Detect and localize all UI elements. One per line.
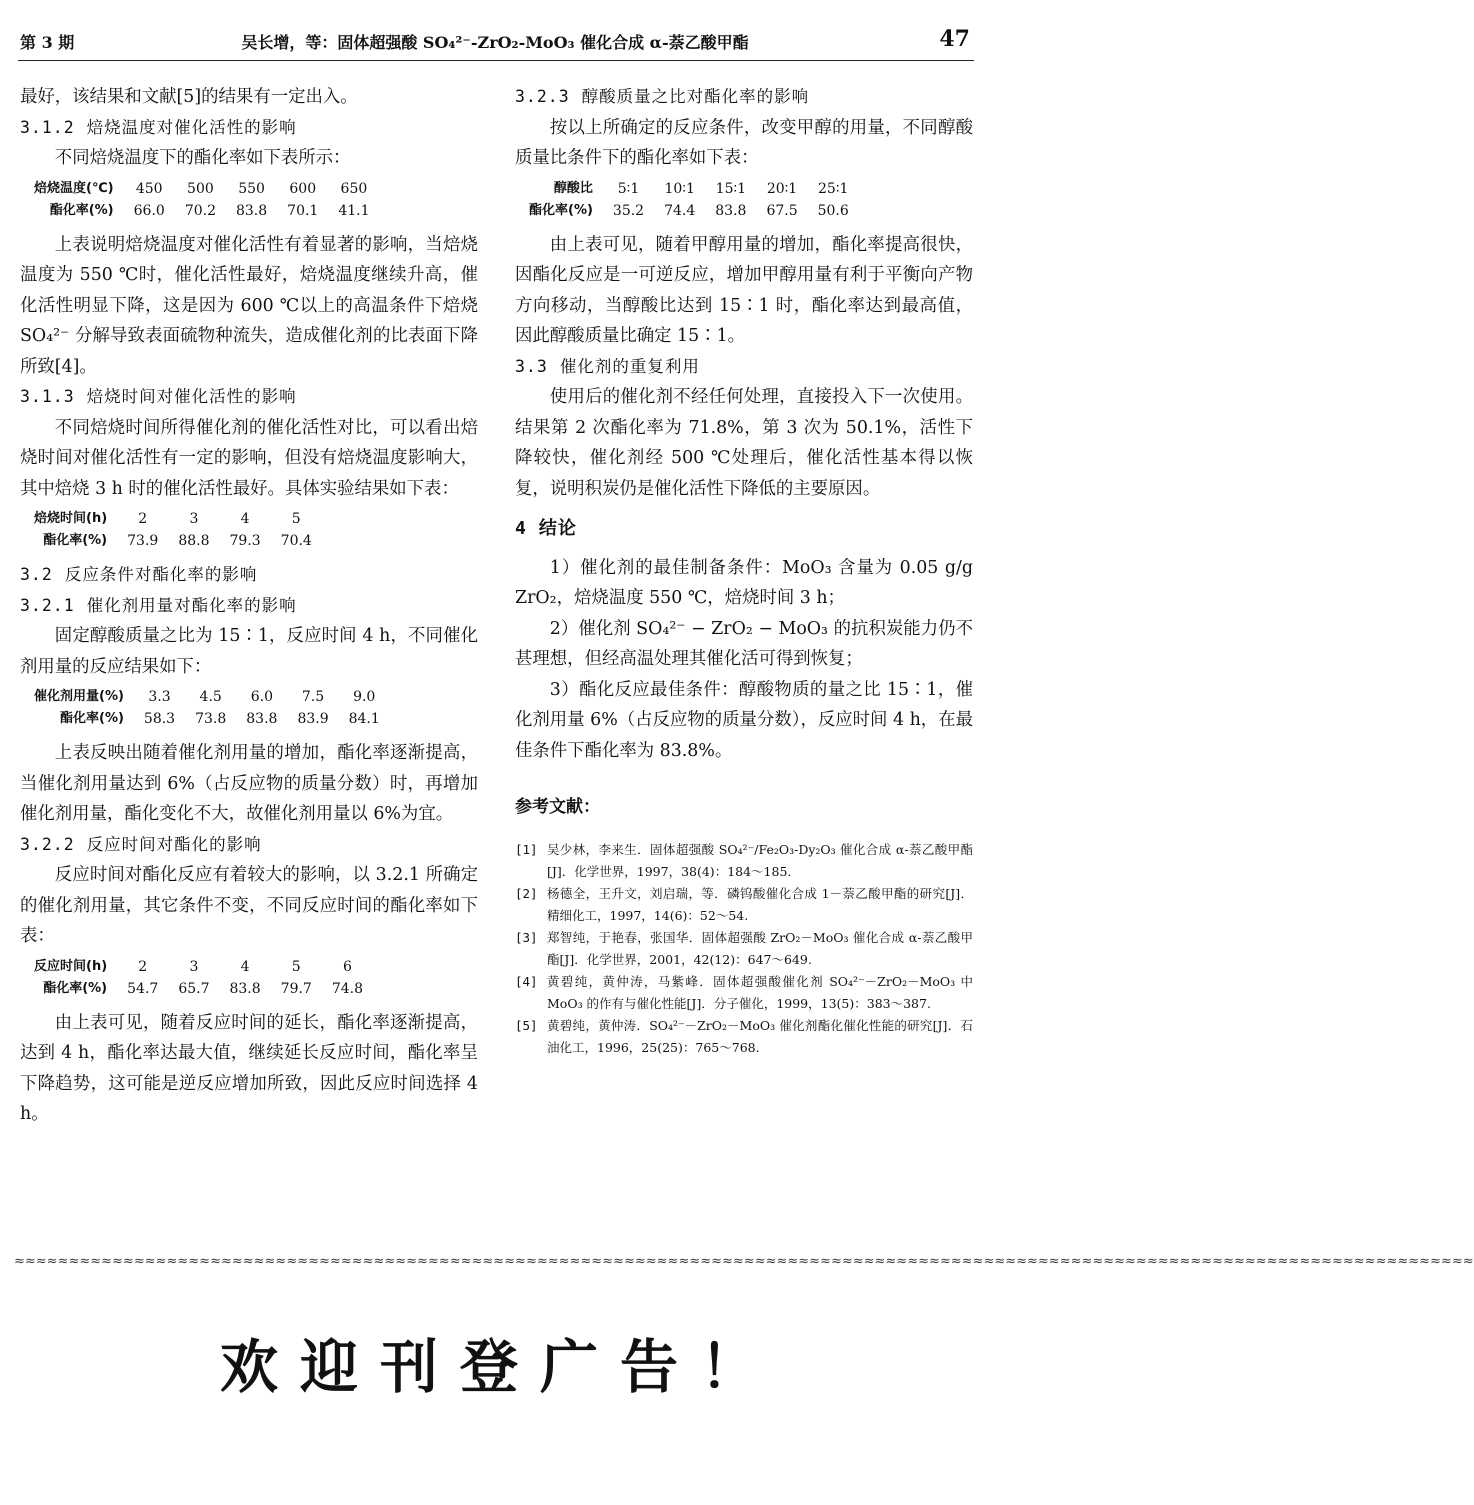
section-number: 3.2.1 bbox=[20, 595, 75, 615]
reference-number: [3] bbox=[515, 929, 538, 945]
reference-text: 杨德全，王升文，刘启瑞，等．磷钨酸催化合成 1－萘乙酸甲酯的研究[J]．精细化工，1997，14(6)：52～54. bbox=[547, 885, 973, 923]
table-cell: 3 bbox=[189, 511, 199, 527]
advertisement-banner: 欢迎刊登广告！ bbox=[219, 1333, 780, 1401]
section-title: 醇酸质量之比对酯化率的影响 bbox=[581, 87, 810, 106]
table-row bbox=[34, 508, 322, 530]
section-3-1-3-heading bbox=[20, 382, 478, 413]
section-title: 催化剂用量对酯化率的影响 bbox=[86, 595, 297, 615]
running-header bbox=[20, 26, 970, 60]
reference-text: 黄碧纯，黄仲涛．SO₄²⁻－ZrO₂－MoO₃ 催化剂酯化催化性能的研究[J]．石油化工，1996，25(25)：765～768. bbox=[547, 1017, 973, 1055]
header-rule bbox=[18, 60, 974, 61]
table-cell: 5 bbox=[291, 511, 301, 527]
section-title: 催化剂的重复利用 bbox=[559, 356, 700, 376]
table-cell: 25∶1 bbox=[818, 180, 849, 197]
table-cell: 83.8 bbox=[246, 711, 278, 727]
table-cell: 58.3 bbox=[143, 711, 176, 727]
table-cell: 65.7 bbox=[178, 980, 210, 997]
table-cell: 550 bbox=[238, 180, 265, 197]
section-title: 反应时间对酯化的影响 bbox=[86, 834, 262, 854]
paragraph: 上表反映出随着催化剂用量的增加，酯化率逐渐提高，当催化剂用量达到 6%（占反应物的质量分数）时，再增加催化剂用量，酯化变化不大，故催化剂用量以 6%为宜。 bbox=[20, 743, 478, 824]
reference-number: [5] bbox=[515, 1017, 538, 1033]
table-cell: 650 bbox=[340, 180, 368, 197]
reference-item bbox=[515, 1015, 973, 1059]
paragraph: 上表说明焙烧温度对催化活性有着显著的影响，当焙烧温度为 550 ℃时，催化活性最好，焙烧温度继续升高，催化活性明显下降，这是因为 600 ℃以上的高温条件下焙烧 SO₄²⁻ 分解导致表面硫物种流失，造成催化剂的比表面下降所致[4]。 bbox=[20, 234, 478, 377]
section-number: 3.2.2 bbox=[20, 834, 75, 854]
table-reaction-time bbox=[34, 956, 373, 1000]
row-label: 酯化率(%) bbox=[43, 533, 108, 548]
section-4-heading bbox=[515, 514, 973, 545]
table-cell: 67.5 bbox=[766, 202, 798, 219]
table-row bbox=[34, 978, 373, 1000]
table-catalyst-amount bbox=[34, 686, 390, 730]
paragraph: 不同焙烧温度下的酯化率如下表所示： bbox=[54, 148, 351, 168]
table-cell: 70.4 bbox=[280, 533, 312, 549]
table-cell: 3.3 bbox=[148, 689, 171, 705]
paragraph: 由上表可见，随着甲醇用量的增加，酯化率提高很快，因酯化反应是一可逆反应，增加甲醇用量有利于平衡向产物方向移动，当醇酸比达到 15∶1 时，酯化率达到最高值，因此醇酸质量比确定 15∶1。 bbox=[515, 234, 973, 346]
table-cell: 50.6 bbox=[817, 202, 849, 219]
row-label: 酯化率(%) bbox=[60, 711, 124, 726]
table-row bbox=[34, 686, 390, 708]
table-cell: 450 bbox=[135, 180, 163, 197]
table-cell: 74.8 bbox=[331, 980, 363, 997]
table-cell: 7.5 bbox=[301, 689, 325, 705]
conclusion-item: 3）酯化反应最佳条件：醇酸物质的量之比 15∶1，催化剂用量 6%（占反应物的质量分数），反应时间 4 h，在最佳条件下酯化率为 83.8%。 bbox=[515, 679, 973, 761]
reference-number: [4] bbox=[515, 973, 538, 989]
conclusion-item: 1）催化剂的最佳制备条件：MoO₃ 含量为 0.05 g/g ZrO₂，焙烧温度 550 ℃，焙烧时间 3 h； bbox=[515, 557, 973, 608]
section-3-1-2-heading bbox=[20, 113, 478, 144]
references-heading: 参考文献： bbox=[515, 797, 600, 817]
table-cell: 3 bbox=[189, 958, 199, 975]
section-number: 4 bbox=[515, 518, 527, 539]
table-cell: 2 bbox=[138, 958, 148, 975]
table-row bbox=[34, 178, 380, 200]
table-row bbox=[34, 530, 322, 552]
section-3-2-2-heading bbox=[20, 830, 478, 861]
paragraph: 反应时间对酯化反应有着较大的影响，以 3.2.1 所确定的催化剂用量，其它条件不变，不同反应时间的酯化率如下表： bbox=[20, 865, 478, 946]
conclusion-item: 2）催化剂 SO₄²⁻ − ZrO₂ − MoO₃ 的抗积炭能力仍不甚理想，但经高温处理其催化活可得到恢复； bbox=[515, 618, 973, 669]
paragraph: 按以上所确定的反应条件，改变甲醇的用量，不同醇酸质量比条件下的酯化率如下表： bbox=[515, 117, 973, 168]
table-cell: 4 bbox=[240, 958, 250, 975]
table-cell: 10∶1 bbox=[664, 180, 695, 197]
table-row bbox=[529, 178, 859, 200]
table-cell: 84.1 bbox=[348, 711, 380, 727]
reference-text: 黄碧纯，黄仲涛，马紫峰．固体超强酸催化剂 SO₄²⁻－ZrO₂－MoO₃ 中 MoO₃ 的作有与催化性能[J]．分子催化，1999，13(5)：383～387. bbox=[547, 973, 973, 1011]
table-cell: 35.2 bbox=[612, 202, 645, 219]
reference-number: [2] bbox=[515, 885, 538, 901]
table-cell: 79.3 bbox=[229, 533, 261, 549]
paragraph-intro: 最好，该结果和文献[5]的结果有一定出入。 bbox=[20, 87, 358, 107]
row-label: 酯化率(%) bbox=[43, 980, 108, 996]
row-label: 反应时间(h) bbox=[34, 958, 108, 974]
section-number: 3.1.3 bbox=[20, 387, 75, 406]
issue-number: 第 3 期 bbox=[20, 33, 75, 52]
table-cell: 5 bbox=[291, 958, 301, 975]
reference-item bbox=[515, 883, 973, 927]
table-cell: 6 bbox=[342, 958, 352, 975]
right-column bbox=[515, 82, 973, 1059]
table-cell: 15∶1 bbox=[715, 180, 747, 197]
paragraph: 使用后的催化剂不经任何处理，直接投入下一次使用。结果第 2 次酯化率为 71.8%，第 3 次为 50.1%，活性下降较快，催化剂经 500 ℃处理后，催化活性基本得以恢复，说明积炭仍是催化活性下降低的主要原因。 bbox=[515, 387, 973, 499]
table-calcination-time bbox=[34, 508, 322, 552]
section-3-3-heading bbox=[515, 352, 973, 383]
decorative-border: ≈≈≈≈≈≈≈≈≈≈≈≈≈≈≈≈≈≈≈≈≈≈≈≈≈≈≈≈≈≈≈≈≈≈≈≈≈≈≈≈≈≈≈≈≈≈≈≈≈≈≈≈≈≈≈≈≈≈≈≈≈≈≈≈≈≈≈≈≈≈≈≈≈≈≈≈≈≈≈≈≈≈≈≈≈≈≈≈≈≈≈≈≈≈≈≈≈≈≈≈≈≈≈≈≈≈≈≈≈≈≈≈≈≈≈≈≈≈≈≈≈≈≈≈≈≈≈≈≈≈≈≈≈≈ bbox=[14, 1254, 1474, 1269]
page-number: 47 bbox=[939, 26, 970, 52]
row-label: 醇酸比 bbox=[553, 180, 593, 196]
row-label: 催化剂用量(%) bbox=[34, 689, 124, 704]
section-number: 3.2.3 bbox=[515, 87, 570, 106]
paragraph: 不同焙烧时间所得催化剂的催化活性对比，可以看出焙烧时间对催化活性有一定的影响，但没有焙烧温度影响大，其中焙烧 3 h 时的催化活性最好。具体实验结果如下表： bbox=[20, 417, 478, 499]
table-cell: 20∶1 bbox=[766, 180, 798, 197]
table-cell: 88.8 bbox=[178, 533, 210, 549]
table-row bbox=[34, 956, 373, 978]
table-cell: 2 bbox=[138, 511, 148, 527]
table-alcohol-acid-ratio bbox=[529, 178, 859, 222]
table-cell: 83.8 bbox=[715, 202, 747, 219]
paragraph: 固定醇酸质量之比为 15∶1，反应时间 4 h，不同催化剂用量的反应结果如下： bbox=[20, 626, 478, 677]
table-cell: 500 bbox=[187, 180, 214, 197]
reference-text: 吴少林，李来生．固体超强酸 SO₄²⁻/Fe₂O₃-Dy₂O₃ 催化合成 α-萘乙酸甲酯[J]．化学世界，1997，38(4)：184～185. bbox=[547, 841, 973, 879]
section-number: 3.3 bbox=[515, 356, 548, 376]
table-cell: 70.1 bbox=[287, 202, 319, 219]
table-cell: 41.1 bbox=[338, 202, 370, 219]
table-row bbox=[34, 200, 380, 222]
table-cell: 4.5 bbox=[199, 689, 222, 705]
table-cell: 66.0 bbox=[133, 202, 165, 219]
reference-number: [1] bbox=[515, 841, 538, 857]
section-title: 结论 bbox=[538, 518, 577, 539]
table-cell: 83.8 bbox=[229, 980, 261, 997]
section-3-2-3-heading bbox=[515, 82, 973, 113]
section-number: 3.2 bbox=[20, 565, 53, 584]
section-number: 3.1.2 bbox=[20, 117, 75, 137]
reference-item bbox=[515, 927, 973, 971]
table-cell: 9.0 bbox=[353, 689, 376, 705]
table-cell: 70.2 bbox=[184, 202, 216, 219]
left-column bbox=[20, 82, 478, 1130]
table-cell: 79.7 bbox=[280, 980, 312, 997]
row-label: 焙烧温度(℃) bbox=[34, 180, 114, 196]
table-cell: 5∶1 bbox=[617, 180, 640, 197]
table-cell: 83.9 bbox=[297, 711, 329, 727]
row-label: 酯化率(%) bbox=[529, 202, 593, 218]
paragraph: 由上表可见，随着反应时间的延长，酯化率逐渐提高，达到 4 h，酯化率达最大值，继续延长反应时间，酯化率呈下降趋势，这可能是逆反应增加所致，因此反应时间选择 4 h。 bbox=[20, 1012, 478, 1124]
table-cell: 4 bbox=[240, 511, 250, 527]
section-3-2-1-heading bbox=[20, 591, 478, 622]
row-label: 焙烧时间(h) bbox=[34, 511, 108, 526]
table-cell: 600 bbox=[289, 180, 317, 197]
table-cell: 6.0 bbox=[250, 689, 273, 705]
section-title: 反应条件对酯化率的影响 bbox=[64, 565, 258, 584]
section-3-2-heading bbox=[20, 560, 478, 591]
table-cell: 83.8 bbox=[235, 202, 268, 219]
table-cell: 73.9 bbox=[127, 533, 159, 549]
table-cell: 73.8 bbox=[195, 711, 227, 727]
row-label: 酯化率(%) bbox=[49, 202, 114, 218]
table-row bbox=[34, 708, 390, 730]
reference-item bbox=[515, 839, 973, 883]
reference-text: 郑智纯，于艳春，张国华．固体超强酸 ZrO₂－MoO₃ 催化合成 α-萘乙酸甲酯[J]．化学世界，2001，42(12)：647～649. bbox=[547, 929, 973, 967]
section-title: 焙烧温度对催化活性的影响 bbox=[86, 117, 297, 137]
table-cell: 54.7 bbox=[127, 980, 159, 997]
section-title: 焙烧时间对催化活性的影响 bbox=[86, 387, 297, 406]
table-cell: 74.4 bbox=[664, 202, 696, 219]
running-title: 吴长增，等：固体超强酸 SO₄²⁻-ZrO₂-MoO₃ 催化合成 α-萘乙酸甲酯 bbox=[241, 33, 749, 52]
table-row bbox=[529, 200, 859, 222]
reference-item bbox=[515, 971, 973, 1015]
table-calcination-temperature bbox=[34, 178, 380, 222]
